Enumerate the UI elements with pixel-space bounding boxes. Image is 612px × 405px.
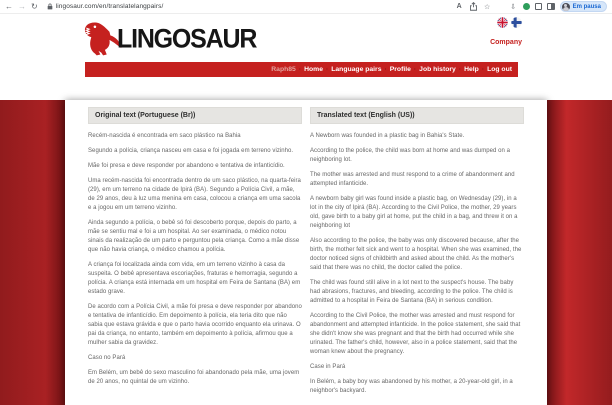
finland-flag-icon[interactable] xyxy=(511,17,522,28)
forward-icon[interactable]: → xyxy=(18,1,26,11)
right-red-band xyxy=(547,100,612,405)
address-bar[interactable] xyxy=(47,3,164,10)
nav-item[interactable]: · Profile xyxy=(381,66,410,73)
uk-flag-icon[interactable] xyxy=(497,17,508,28)
translated-paragraph: According to the police, the child was born at home and was dumped on a neighboring lot. xyxy=(310,148,511,163)
back-icon[interactable]: ← xyxy=(5,1,13,11)
translate-icon[interactable]: A xyxy=(456,3,462,10)
avatar xyxy=(562,3,570,11)
profile-chip-label: Em pausa xyxy=(572,3,601,10)
translated-text-column xyxy=(310,107,524,402)
logo-text: LINGOSAUR xyxy=(117,23,257,54)
main-area xyxy=(0,100,612,405)
main-navbar xyxy=(85,62,518,77)
content-panel xyxy=(65,100,547,405)
download-icon[interactable]: ⇩ xyxy=(510,3,517,11)
nav-item[interactable]: · Job history xyxy=(411,66,456,73)
bookmark-star-icon[interactable]: ☆ xyxy=(484,3,491,11)
original-paragraph: De acordo com a Polícia Civil, a mãe foi presa e deve responder por abandono e tentativa de infanticídio. Em depoimento à polícia, ela teria dito que não sabia que estava grávida e que o parto havia ocorrido enquanto ela urinava. O pai da criança, no entanto, também em depoimento à polícia, afirmou que a mulher sabia da gravidez. xyxy=(88,304,302,346)
translated-paragraph: A newborn baby girl was found inside a plastic bag, on Wednesday (29), in a lot in the city of Ipirá (BA). According to the Civil Police, the mother, 29 years old, gave birth to a baby girl at home, put the child in a bag, and threw it on a neighboring lot xyxy=(310,196,518,229)
original-paragraph: Recém-nascida é encontrada em saco plástico na Bahia xyxy=(88,133,241,139)
translated-paragraph: Case in Pará xyxy=(310,364,346,370)
left-red-band xyxy=(0,100,65,405)
language-flags xyxy=(497,17,522,28)
url-text: lingosaur.com/en/translatelangpairs/ xyxy=(55,3,164,10)
extensions-puzzle-icon[interactable] xyxy=(535,3,542,10)
translated-paragraph: The mother was arrested and must respond to a crime of abandonment and attempted infanticide. xyxy=(310,172,515,187)
share-icon[interactable] xyxy=(469,2,478,11)
original-paragraph: Ainda segundo a polícia, o bebê só foi descoberto porque, depois do parto, a mãe se sentiu mal e foi a um hospital. Ao ser examinada, o médico notou sinais da realização de um parto e perguntou pela criança. Como a mãe disse que não havia criança, o médico chamou a polícia. xyxy=(88,220,300,253)
original-text-body xyxy=(88,124,302,387)
extension-grid-icon[interactable] xyxy=(497,3,504,10)
company-link[interactable]: Company xyxy=(490,39,522,46)
nav-item[interactable]: · Language pairs xyxy=(323,66,382,73)
lingosaur-page xyxy=(0,14,612,405)
browser-toolbar xyxy=(0,0,612,14)
original-paragraph: Mãe foi presa e deve responder por abandono e tentativa de infanticídio. xyxy=(88,163,285,169)
profile-chip[interactable] xyxy=(560,1,607,12)
original-paragraph: A criança foi localizada ainda com vida, em um terreno vizinho à casa da suspeita. O bebê apresentava escoriações, fraturas e hemorragia, segundo a polícia. A criança está internada em um hospital em Feira de Santana (BA) em estado grave. xyxy=(88,262,301,295)
reload-icon[interactable]: ↻ xyxy=(31,1,38,11)
original-paragraph: Caso no Pará xyxy=(88,355,126,361)
translated-paragraph: Also according to the police, the baby was only discovered because, after the birth, the mother felt sick and went to a hospital. When she was examined, the doctor noticed signs of childbirth and asked about the child. As the mother's said that there was no child, the doctor called the police. xyxy=(310,238,522,271)
translated-text-header: Translated text (English (US)) xyxy=(310,107,524,124)
nav-item[interactable]: · Home xyxy=(296,66,323,73)
original-text-header: Original text (Portuguese (Br)) xyxy=(88,107,302,124)
padlock-icon xyxy=(47,3,53,10)
nav-username[interactable]: Raph85 xyxy=(271,66,296,73)
original-text-column xyxy=(88,107,302,402)
original-paragraph: Em Belém, um bebê do sexo masculino foi abandonado pela mãe, uma jovem de 20 anos, no quintal de um vizinho. xyxy=(88,370,300,385)
translated-paragraph: A Newborn was founded in a plastic bag in Bahia's State. xyxy=(310,133,465,139)
translated-text-body xyxy=(310,124,524,396)
original-paragraph: Uma recém-nascida foi encontrada dentro de um saco plástico, na quarta-feira (29), em um terreno na cidade de Ipirá (BA). Segundo a Polícia Civil, a mãe, de 29 anos, deu à luz uma menina em casa, colocou a criança em uma sacola e a jogou em um terreno vizinho. xyxy=(88,178,301,211)
original-paragraph: Segundo a polícia, criança nasceu em casa e foi jogada em terreno vizinho. xyxy=(88,148,294,154)
nav-item[interactable]: · Help xyxy=(456,66,479,73)
nav-item[interactable]: · Log out xyxy=(479,66,512,73)
translated-paragraph: According to the Civil Police, the mother was arrested and must respond for abandonment and attempted infanticide. In the police statement, she said that she didn't know she was pregnant and that the birth had occurred while she urinated. The father's child, however, also in a police statement, said that the woman knew about the pregnancy. xyxy=(310,313,521,355)
side-panel-icon[interactable] xyxy=(547,3,555,10)
translated-paragraph: In Belém, a baby boy was abandoned by his mother, a 20-year-old girl, in a neighbor's backyard. xyxy=(310,379,513,394)
translated-paragraph: The child was found still alive in a lot next to the suspect's house. The baby had abrasions, fractures, and bleeding, according to the police. The child is admitted to a hospital in Feira de Santana (BA) in serious condition. xyxy=(310,280,514,304)
nav-items xyxy=(296,66,512,73)
adblock-icon[interactable] xyxy=(523,3,530,10)
lingosaur-logo[interactable] xyxy=(84,20,256,58)
